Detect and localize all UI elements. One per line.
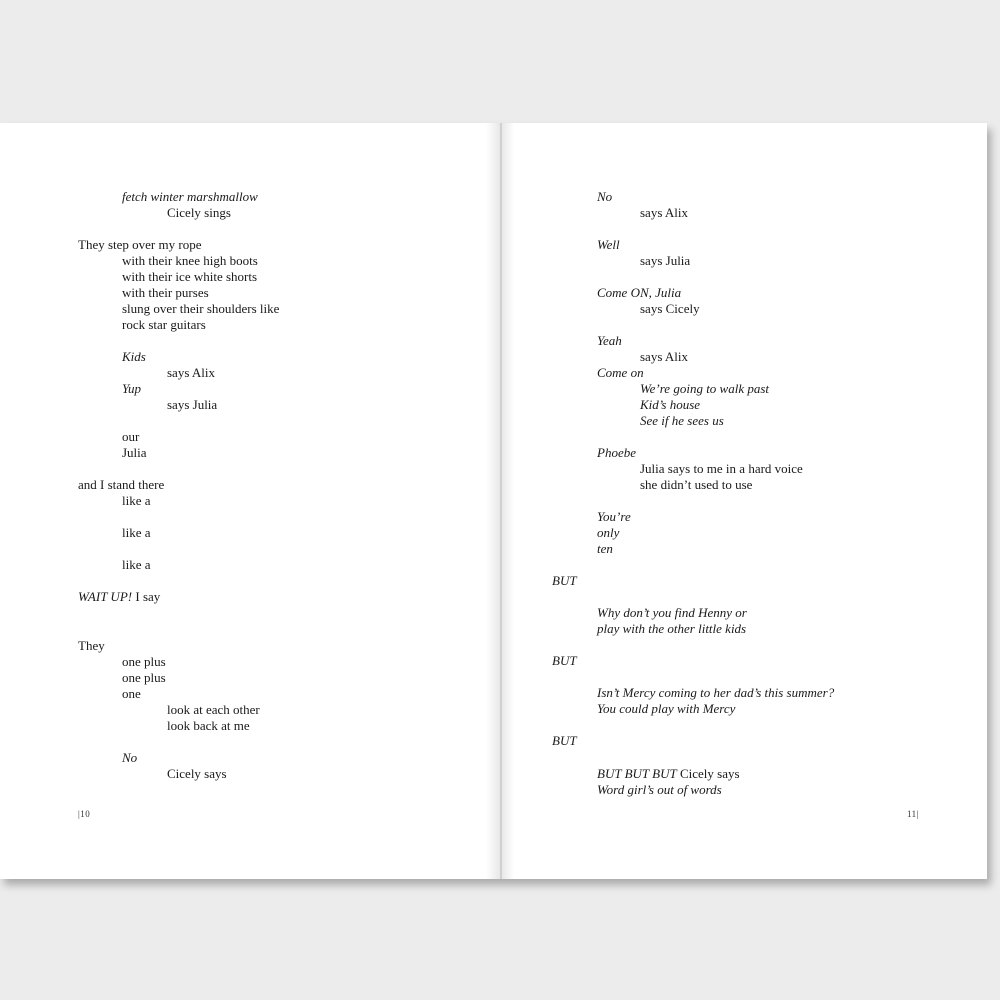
poem-line-text: Kid’s house: [640, 397, 701, 412]
poem-line-text: Cicely sings: [167, 205, 231, 220]
poem-line-text: Yup: [122, 381, 142, 396]
poem-line: [167, 766, 227, 782]
poem-line-text: says Julia: [167, 397, 218, 412]
poem-line-text: play with the other little kids: [597, 621, 747, 636]
poem-line: [122, 493, 151, 509]
poem-line: [597, 525, 619, 541]
poem-line-text: Yeah: [597, 333, 622, 348]
left-page: [0, 123, 500, 879]
poem-line-text: BUT: [552, 653, 577, 668]
poem-line: [597, 285, 681, 301]
poem-line: [122, 301, 279, 317]
poem-line-text: They step over my rope: [78, 237, 202, 252]
poem-line-text: and I stand there: [78, 477, 165, 492]
poem-line: [122, 750, 137, 766]
poem-line-text: See if he sees us: [640, 413, 724, 428]
right-page-number: 11|: [907, 809, 919, 819]
poem-line-text: BUT: [552, 573, 577, 588]
poem-line: [78, 237, 201, 253]
poem-line: [122, 557, 151, 573]
poem-line-text: Kids: [122, 349, 146, 364]
poem-line: [122, 445, 147, 461]
poem-line-text: Isn’t Mercy coming to her dad’s this summer?: [597, 685, 835, 700]
poem-line-text: look at each other: [167, 702, 260, 717]
poem-line-text: slung over their shoulders like: [122, 301, 280, 316]
poem-line: [78, 589, 160, 605]
poem-line: [122, 381, 141, 397]
poem-line: [640, 349, 688, 365]
poem-line-text: one: [122, 686, 141, 701]
poem-line-text: our: [122, 429, 140, 444]
poem-line-text: No: [597, 189, 613, 204]
poem-line: [597, 541, 613, 557]
poem-line-text: WAIT UP!: [78, 589, 133, 604]
poem-line-text: says Alix: [640, 349, 689, 364]
left-gutter-shadow: [486, 123, 500, 879]
poem-line-text: like a: [122, 525, 151, 540]
poem-line: [122, 189, 258, 205]
poem-line: [78, 638, 105, 654]
poem-line-text: with their ice white shorts: [122, 269, 258, 284]
poem-line: [640, 205, 688, 221]
poem-line: [640, 413, 724, 429]
poem-line: [122, 525, 151, 541]
poem-line-text: like a: [122, 493, 151, 508]
poem-line: [640, 253, 690, 269]
poem-line: [122, 670, 166, 686]
poem-line-text: one plus: [122, 670, 166, 685]
poem-line: [597, 701, 735, 717]
poem-line: [597, 237, 620, 253]
poem-line-text: with their knee high boots: [122, 253, 258, 268]
poem-line-text: Cicely says: [167, 766, 227, 781]
poem-line-text: BUT: [552, 733, 577, 748]
right-gutter-shadow: [502, 123, 514, 879]
poem-line: [597, 365, 644, 381]
poem-line: [640, 461, 803, 477]
poem-line: [597, 621, 746, 637]
poem-line: [597, 509, 631, 525]
poem-line: [122, 654, 166, 670]
poem-line: [122, 269, 257, 285]
poem-line-text: Julia: [122, 445, 147, 460]
poem-line: [552, 573, 577, 589]
poem-line-text: Come ON, Julia: [597, 285, 682, 300]
poem-line: [167, 205, 231, 221]
poem-line-text: You’re: [597, 509, 631, 524]
poem-line: [78, 477, 164, 493]
book-spread: [0, 123, 987, 879]
poem-line-text: only: [597, 525, 620, 540]
poem-line: [640, 477, 752, 493]
poem-line: [640, 397, 700, 413]
poem-line-text: rock star guitars: [122, 317, 206, 332]
poem-line: [597, 189, 612, 205]
poem-line-text: with their purses: [122, 285, 209, 300]
poem-line-text: says Cicely: [640, 301, 700, 316]
poem-line-text: Word girl’s out of words: [597, 782, 722, 797]
poem-line-text: We’re going to walk past: [640, 381, 770, 396]
poem-line: [167, 397, 217, 413]
poem-line: [122, 349, 146, 365]
poem-line-text: says Alix: [167, 365, 216, 380]
poem-line: [640, 381, 769, 397]
poem-line: [122, 317, 206, 333]
poem-line-text: They: [78, 638, 105, 653]
poem-line-text: No: [122, 750, 138, 765]
poem-line: [122, 686, 141, 702]
poem-line-text: fetch winter marshmallow: [122, 189, 258, 204]
poem-line-text: You could play with Mercy: [597, 701, 736, 716]
right-page: [502, 123, 987, 879]
poem-line: [122, 429, 139, 445]
poem-line-text: she didn’t used to use: [640, 477, 753, 492]
poem-line: [122, 253, 258, 269]
poem-line-text: BUT BUT BUT: [597, 766, 677, 781]
poem-line: [597, 333, 622, 349]
poem-line-text: look back at me: [167, 718, 250, 733]
poem-line-tail: I say: [132, 589, 161, 604]
poem-line-text: like a: [122, 557, 151, 572]
poem-line: [552, 653, 577, 669]
poem-line: [640, 301, 700, 317]
poem-line-text: Julia says to me in a hard voice: [640, 461, 803, 476]
poem-line: [597, 445, 636, 461]
poem-line: [167, 365, 215, 381]
poem-line-text: says Julia: [640, 253, 691, 268]
poem-line-text: Why don’t you find Henny or: [597, 605, 747, 620]
left-page-number: |10: [78, 809, 91, 819]
poem-line: [167, 702, 260, 718]
poem-line: [167, 718, 250, 734]
poem-line-text: Well: [597, 237, 620, 252]
poem-line-tail: Cicely says: [676, 766, 740, 781]
poem-line-text: says Alix: [640, 205, 689, 220]
poem-line: [597, 782, 722, 798]
poem-line: [597, 766, 740, 782]
poem-line-text: one plus: [122, 654, 166, 669]
poem-line-text: Come on: [597, 365, 644, 380]
poem-line: [122, 285, 209, 301]
poem-line: [597, 605, 747, 621]
poem-line-text: ten: [597, 541, 613, 556]
poem-line: [552, 733, 577, 749]
poem-line-text: Phoebe: [597, 445, 636, 460]
poem-line: [597, 685, 834, 701]
